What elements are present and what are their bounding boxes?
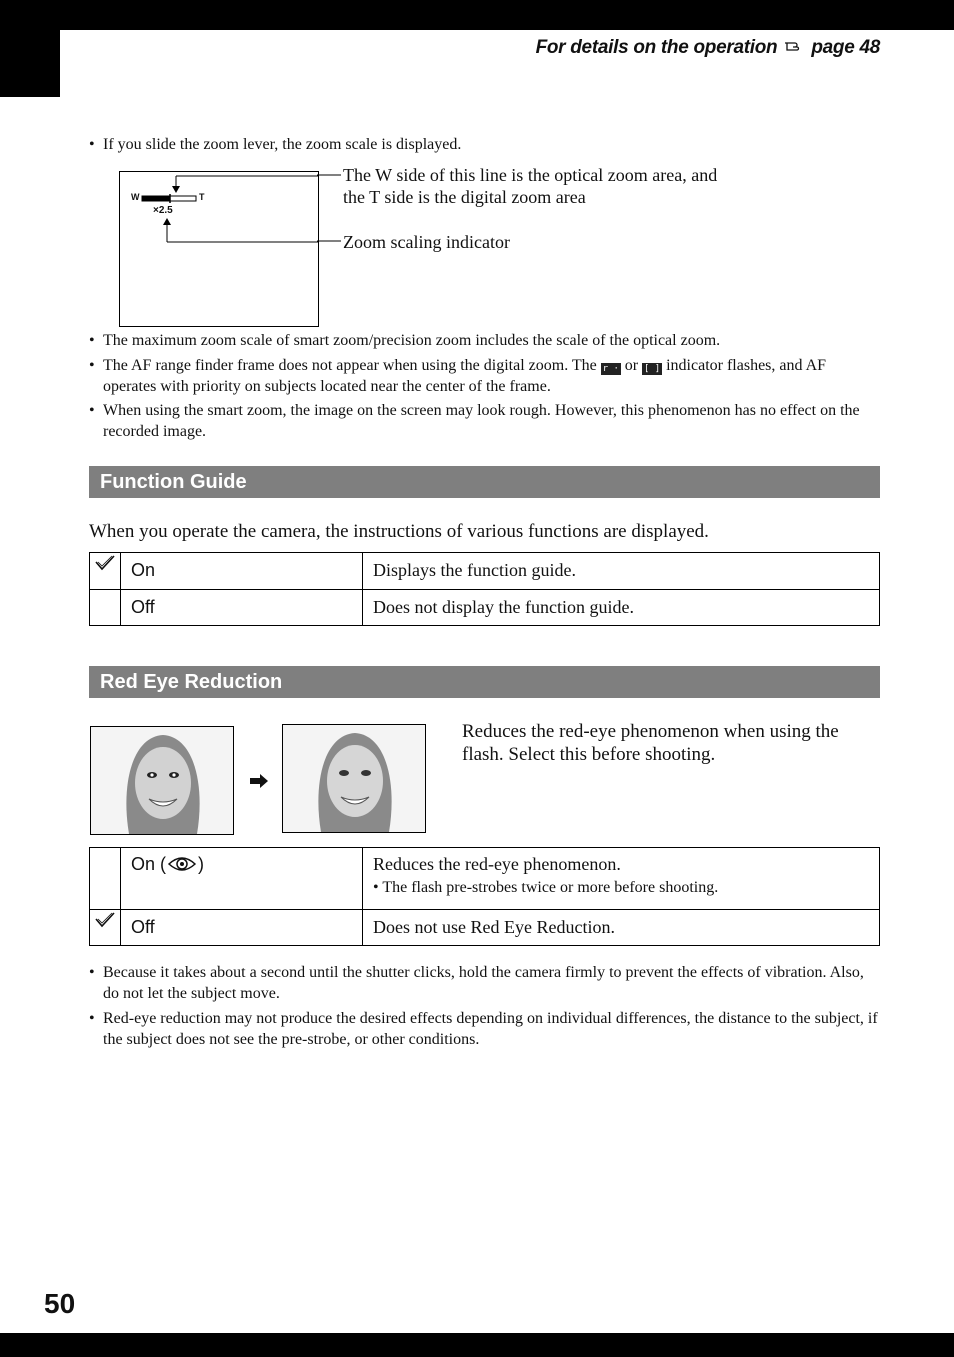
option-description: Does not use Red Eye Reduction. [363,910,880,946]
zoom-bar-graphic [120,172,318,326]
option-note: • The flash pre-strobes twice or more before shooting. [373,879,719,896]
red-eye-options-table [89,847,880,946]
default-check-icon [90,553,121,590]
option-description: Reduces the red-eye phenomenon. • The flash pre-strobes twice or more before shooting. [363,848,880,910]
option-name: On [121,553,363,590]
option-row-on[interactable] [90,848,880,910]
zoom-intro-bullet: • If you slide the zoom lever, the zoom scale is displayed. [89,134,879,155]
option-name: On ( ) [121,848,363,910]
page-reference-link[interactable] [536,37,880,59]
arrow-right-icon [249,773,269,794]
red-eye-icon [167,854,197,879]
callout-zoom-line: The W side of this line is the optical zoom area, and the T side is the digital zoom area [343,165,718,207]
option-name: Off [121,910,363,946]
default-check-icon [90,910,121,946]
function-guide-intro: When you operate the camera, the instructions of various functions are displayed. [89,521,709,542]
af-range-finder-icon: r · [602,364,619,374]
zoom-note-af: • The AF range finder frame does not appear when using the digital zoom. The r · or [ ] indicator flashes, and AF operates with priority on subjects located near the center of the frame. [89,357,827,395]
red-eye-heading: Red Eye Reduction [89,666,880,698]
function-guide-options-table [89,552,880,626]
zoom-w-label: W [131,192,140,202]
option-row-on[interactable] [90,553,880,590]
bottom-black-bar [0,1333,954,1357]
option-description: Displays the function guide. [363,553,880,590]
callout-zoom-indicator: Zoom scaling indicator [343,232,510,252]
af-center-icon: [ ] [643,364,661,374]
red-eye-description: Reduces the red-eye phenomenon when using the flash. Select this before shooting. [462,721,839,765]
zoom-scale-value: ×2.5 [153,205,173,216]
zoom-note-1: • The maximum zoom scale of smart zoom/precision zoom includes the scale of the optical zoom. [89,332,721,349]
zoom-intro-text: If you slide the zoom lever, the zoom scale is displayed. [103,136,462,153]
face-photo-after [282,724,426,833]
pointing-hand-icon [784,37,804,59]
face-photo-before [90,726,234,835]
reference-text: For details on the operation [535,37,778,58]
page-number: 50 [44,1288,76,1319]
option-description: Does not display the function guide. [363,590,880,626]
zoom-note-2: • When using the smart zoom, the image on the screen may look rough. However, this phenomenon has no effect on the recorded image. [89,402,860,440]
callout-leader-lines [317,174,343,244]
reference-page: page 48 [811,37,880,58]
corner-tab [0,0,60,97]
red-eye-note-2: • Red-eye reduction may not produce the desired effects depending on individual differences, the distance to the subject, if the subject does not see the pre-strobe, or other conditions. [89,1010,878,1048]
option-name: Off [121,590,363,626]
option-row-off[interactable] [90,910,880,946]
top-black-bar [0,0,954,30]
function-guide-heading: Function Guide [89,466,880,498]
option-row-off[interactable] [90,590,880,626]
lcd-screen-illustration [119,171,319,327]
red-eye-note-1: • Because it takes about a second until the shutter clicks, hold the camera firmly to prevent the effects of vibration. Also, do not let the subject move. [89,964,864,1002]
zoom-t-label: T [199,192,205,202]
